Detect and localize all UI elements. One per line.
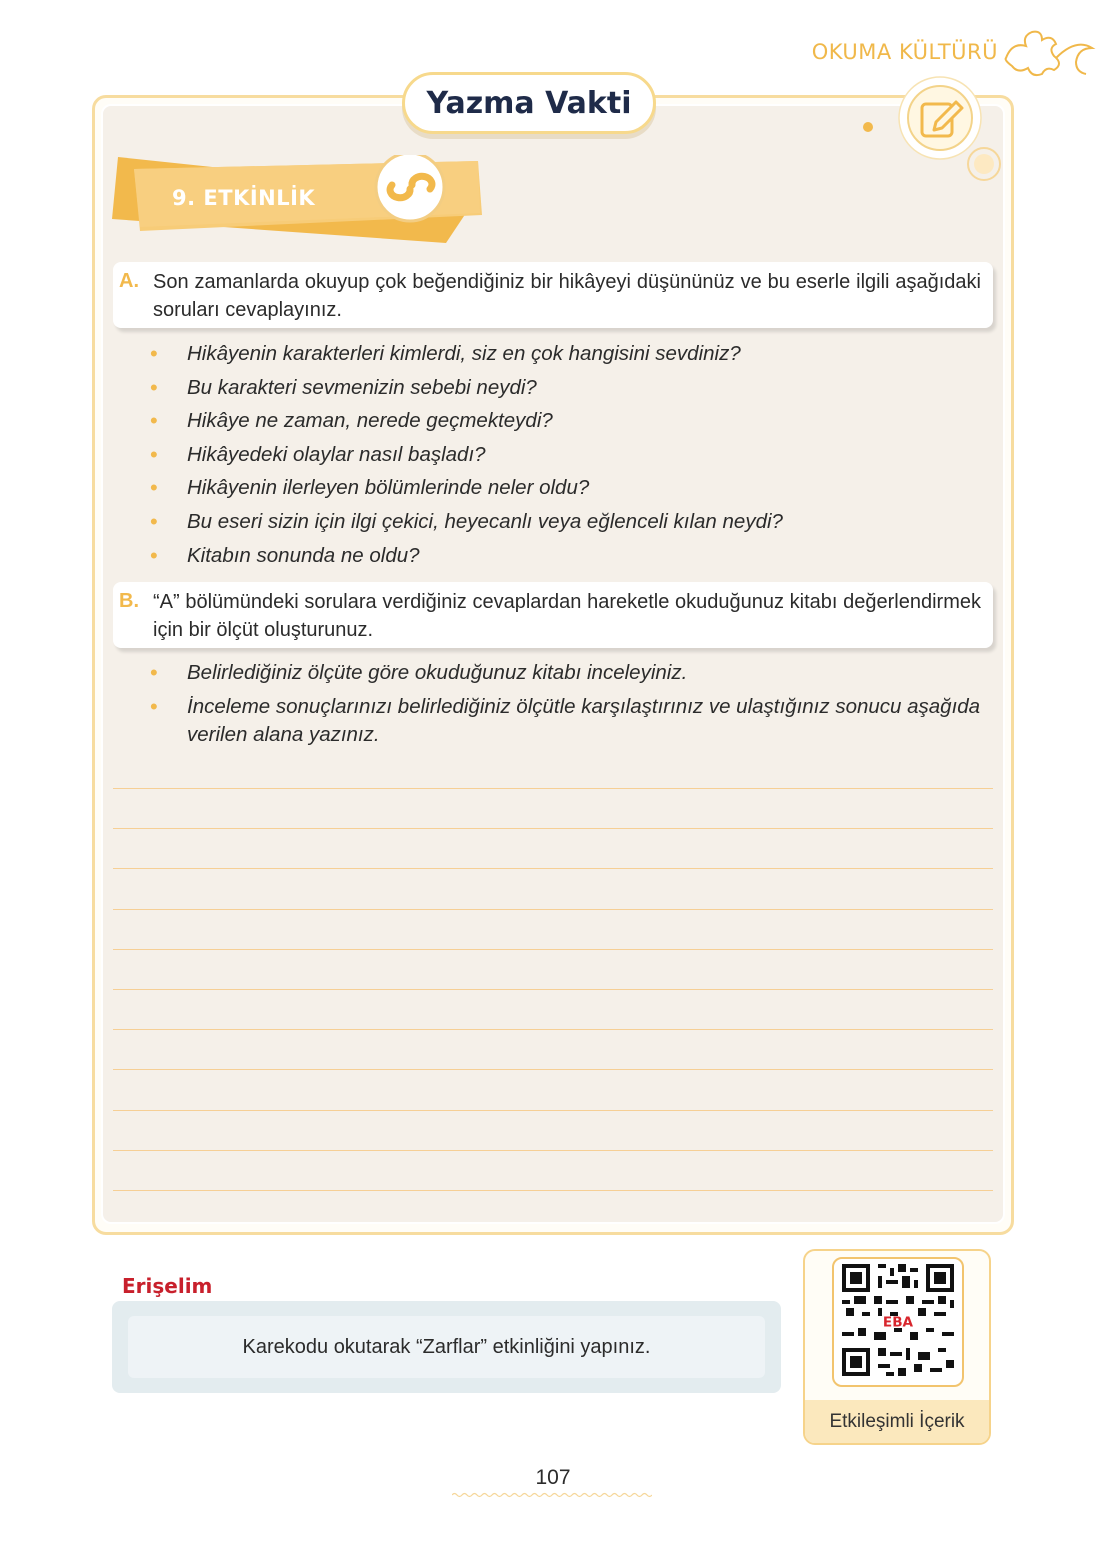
page-number: 107 xyxy=(535,1466,571,1489)
section-tag-label: Yazma Vakti xyxy=(426,85,632,121)
list-item: • İnceleme sonuçlarınızı belirlediğiniz ölçütle karşılaştırınız ve ulaştığınız sonucu aşağıda verilen alana yazınız. xyxy=(150,693,990,749)
part-b-instruction-box xyxy=(113,582,993,648)
section-tag xyxy=(402,72,656,134)
activity-label: 9. ETKİNLİK xyxy=(172,186,316,210)
part-b-step-list xyxy=(150,659,990,754)
list-item: • Hikâye ne zaman, nerede geçmekteydi? xyxy=(150,407,990,435)
qr-brand: EBA xyxy=(882,1314,914,1331)
part-a-instruction-box xyxy=(113,262,993,328)
access-title: Erişelim xyxy=(122,1274,213,1298)
list-item: • Bu karakteri sevmenizin sebebi neydi? xyxy=(150,374,990,402)
list-item: • Bu eseri sizin için ilgi çekici, heyecanlı veya eğlenceli kılan neydi? xyxy=(150,508,990,536)
part-b-letter: B. xyxy=(119,590,139,612)
pencil-note-icon xyxy=(888,76,1004,192)
access-text: Karekodu okutarak “Zarflar” etkinliğini yapınız. xyxy=(128,1316,765,1378)
qr-code-icon[interactable] xyxy=(842,1264,954,1376)
list-item: • Hikâyedeki olaylar nasıl başladı? xyxy=(150,441,990,469)
part-a-letter: A. xyxy=(119,270,139,292)
list-item: • Kitabın sonunda ne oldu? xyxy=(150,542,990,570)
accent-dot xyxy=(863,122,873,132)
section-title: OKUMA KÜLTÜRÜ xyxy=(811,40,998,64)
list-item: • Belirlediğiniz ölçüte göre okuduğunuz kitabı inceleyiniz. xyxy=(150,659,990,687)
part-b-instruction: “A” bölümündeki sorulara verdiğiniz cevaplardan hareketle okuduğunuz kitabı değerlendirmek için bir ölçüt oluşturunuz. xyxy=(153,591,981,641)
part-a-instruction: Son zamanlarda okuyup çok beğendiğiniz bir hikâyeyi düşününüz ve bu eserle ilgili aşağıdaki soruları cevaplayınız. xyxy=(153,271,981,321)
list-item: • Hikâyenin ilerleyen bölümlerinde neler oldu? xyxy=(150,474,990,502)
qr-label: Etkileşimli İçerik xyxy=(829,1410,965,1432)
part-a-question-list xyxy=(150,340,990,575)
puzzle-swirl-icon xyxy=(996,22,1096,86)
writing-area[interactable] xyxy=(113,788,993,1230)
page-number-underline xyxy=(452,1492,652,1498)
list-item: • Hikâyenin karakterleri kimlerdi, siz en çok hangisini sevdiniz? xyxy=(150,340,990,368)
